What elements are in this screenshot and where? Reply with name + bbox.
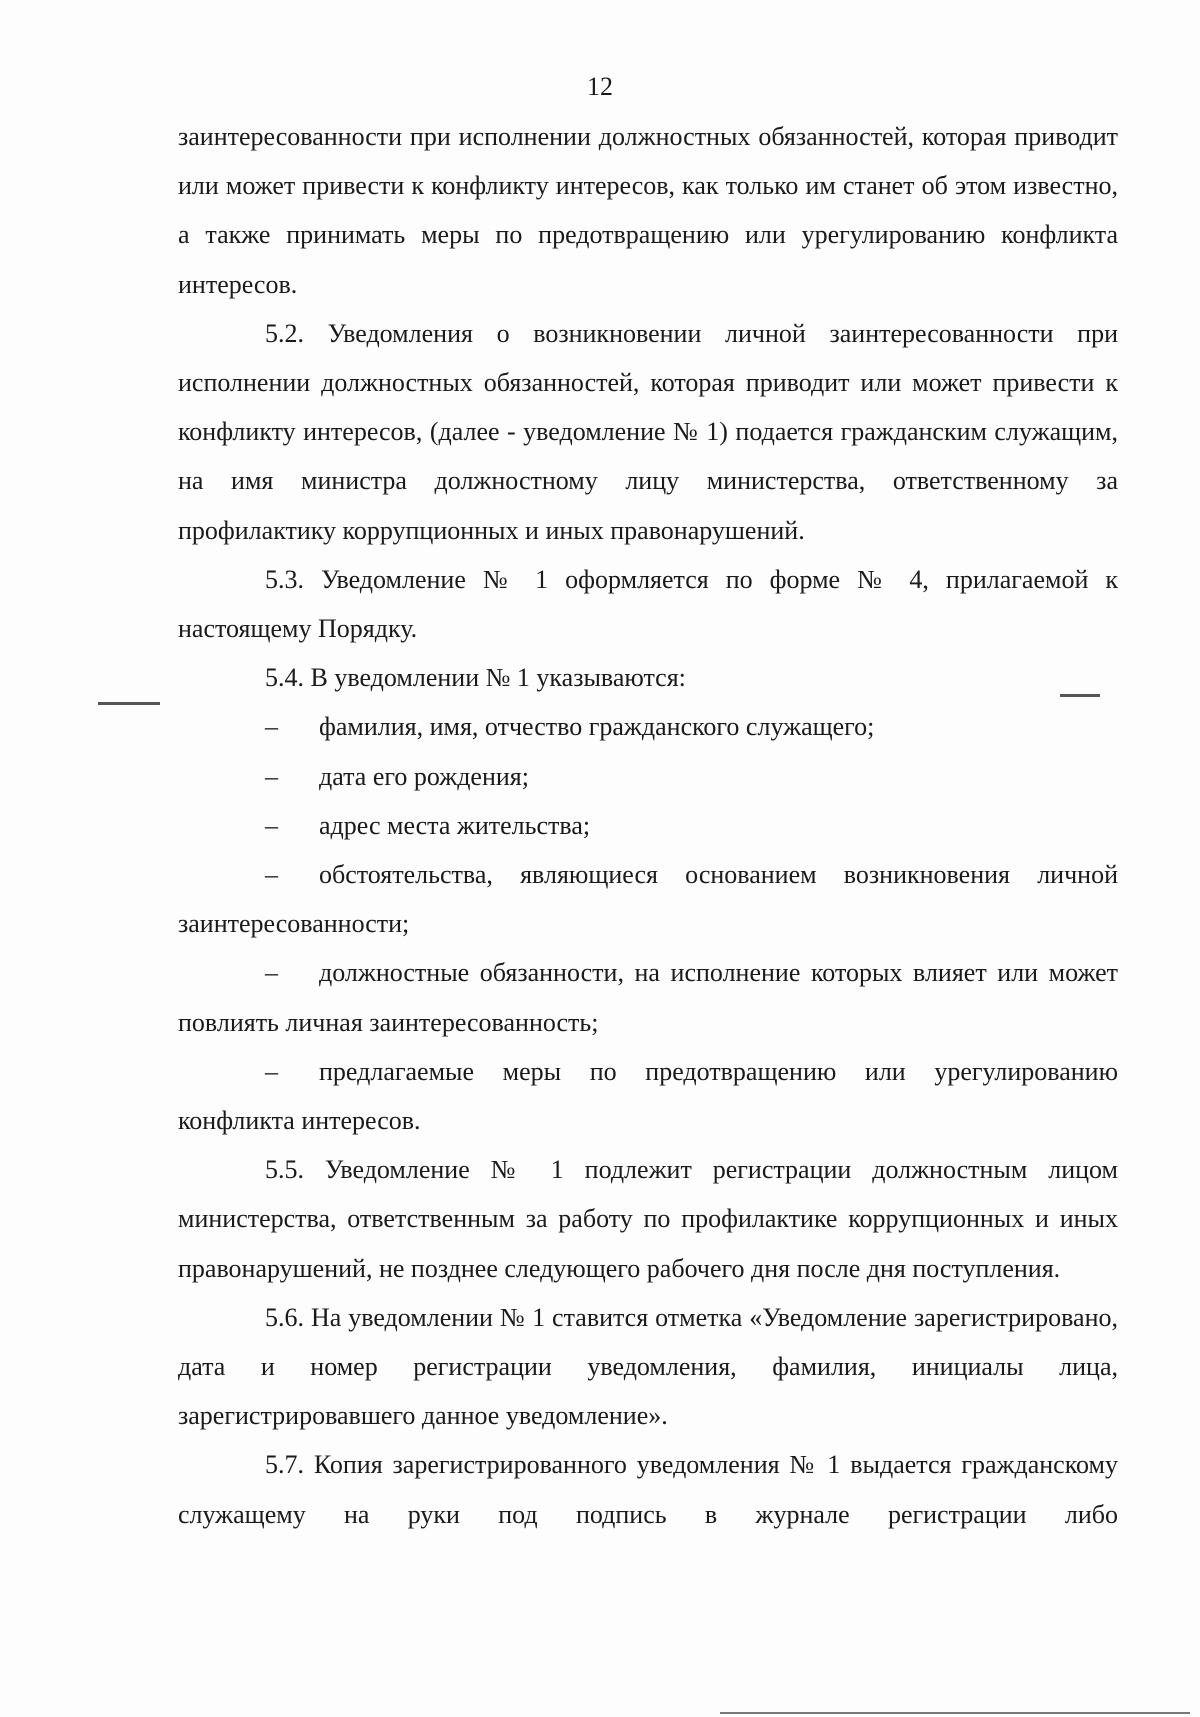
- list-item-text: дата его рождения;: [319, 761, 529, 791]
- list-item-text: обстоятельства, являющиеся основанием возникновения личной заинтересованности;: [178, 860, 1118, 939]
- list-item-text: предлагаемые меры по предотвращению или урегулированию конфликта интересов.: [178, 1056, 1118, 1136]
- list-item: [178, 702, 1118, 751]
- paragraph-5-5: 5.5. Уведомление № 1 подлежит регистрации должностным лицом министерства, ответственным за работу по профилактике коррупционных и иных правонарушений, не позднее следующего рабочего дня после дня поступления.: [178, 1155, 1118, 1283]
- list-item: [178, 752, 1118, 801]
- list-dash: –: [265, 1056, 278, 1086]
- list-item: [178, 850, 1118, 948]
- scan-artifact-right: [1060, 694, 1100, 697]
- page-number: 12: [587, 72, 613, 101]
- scan-artifact-left: [98, 702, 160, 705]
- list-dash: –: [265, 810, 278, 840]
- paragraph-5-7: 5.7. Копия зарегистрированного уведомления № 1 выдается гражданскому служащему на руки под подпись в журнале регистрации либо: [178, 1450, 1118, 1529]
- paragraph-continuation: заинтересованности при исполнении должностных обязанностей, которая приводит или может привести к конфликту интересов, как только им станет об этом известно, а также принимать меры по предотвращению или урегулированию конфликта интересов.: [178, 122, 1118, 299]
- list-item: [178, 801, 1118, 850]
- paragraph-5-4: 5.4. В уведомлении № 1 указываются:: [265, 663, 686, 693]
- list-dash: –: [265, 958, 278, 988]
- paragraph-5-6: 5.6. На уведомлении № 1 ставится отметка «Уведомление зарегистрировано, дата и номер регистрации уведомления, фамилия, инициалы лица, зарегистрировавшего данное уведомление».: [178, 1302, 1118, 1431]
- list-item-text: адрес места жительства;: [319, 810, 591, 840]
- list-item-text: должностные обязанности, на исполнение которых влияет или может повлиять личная заинтересованность;: [178, 958, 1118, 1037]
- scan-edge-line: [720, 1712, 1190, 1714]
- paragraph-5-3: 5.3. Уведомление № 1 оформляется по форме № 4, прилагаемой к настоящему Порядку.: [178, 564, 1118, 644]
- list-item: [178, 948, 1118, 1046]
- list-dash: –: [265, 712, 278, 742]
- list-dash: –: [265, 860, 278, 890]
- list-item-text: фамилия, имя, отчество гражданского служащего;: [319, 712, 875, 742]
- paragraph-5-2: 5.2. Уведомления о возникновении личной заинтересованности при исполнении должностных обязанностей, которая приводит или может привести к конфликту интересов, (далее - уведомление № 1) подается гражданским служащим, на имя министра должностному лицу министерства, ответственному за профилактику коррупционных и иных правонарушений.: [178, 318, 1118, 545]
- list-item: [178, 1047, 1118, 1145]
- document-body: [178, 112, 1118, 1539]
- list-dash: –: [265, 761, 278, 791]
